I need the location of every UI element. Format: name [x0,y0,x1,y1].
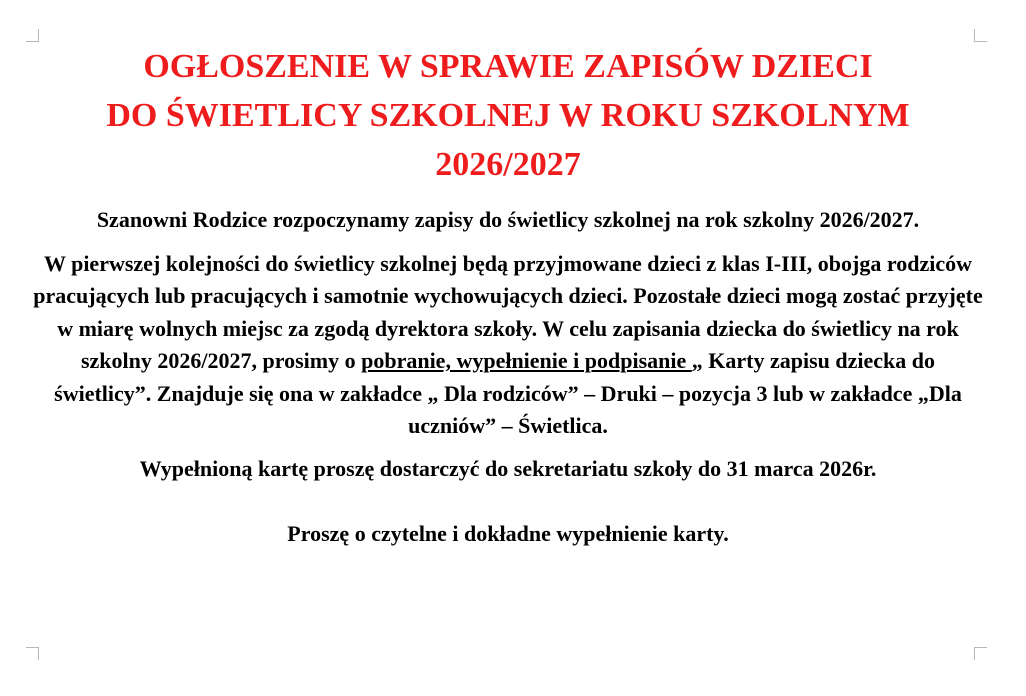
intro-text: Szanowni Rodzice rozpoczynamy zapisy do świetlicy szkolnej na rok szkolny 2026/2027. [96,207,920,232]
title-line-1: OGŁOSZENIE W SPRAWIE ZAPISÓW DZIECI [143,48,873,85]
title-line-3: 2026/2027 [435,146,581,183]
page-corner-mark-bottom-right [974,647,987,660]
underlined-instruction: pobranie, wypełnienie i podpisanie [361,348,692,373]
main-paragraph [30,248,986,443]
closing-paragraph [30,518,986,551]
document-page [30,42,986,551]
title-line-2: DO ŚWIETLICY SZKOLNEJ W ROKU SZKOLNYM [106,97,910,134]
deadline-paragraph [30,453,986,486]
page-corner-mark-bottom-left [26,647,39,660]
deadline-text: Wypełnioną kartę proszę dostarczyć do sekretariatu szkoły do 31 marca 2026r. [139,455,877,481]
announcement-title [30,42,986,189]
intro-paragraph [30,204,986,237]
page-corner-mark-top-left [26,29,39,42]
main-text-after: „ Karty zapisu dziecka do świetlicy”. Znajduje się ona w zakładce „ Dla rodziców” – Druki – pozycja 3 lub w zakładce „Dla uczniów” – Świetlica. [54,348,962,438]
page-corner-mark-top-right [974,29,987,42]
closing-text: Proszę o czytelne i dokładne wypełnienie karty. [287,521,729,546]
main-text-before: W pierwszej kolejności do świetlicy szkolnej będą przyjmowane dzieci z klas I-III, obojga rodziców pracujących lub pracujących i samotnie wychowujących dzieci. Pozostałe dzieci mogą zostać przyjęte w miarę wolnych miejsc za zgodą dyrektora szkoły. W celu zapisania dziecka do świetlicy na rok szkolny 2026/2027, prosimy o [33,250,983,373]
